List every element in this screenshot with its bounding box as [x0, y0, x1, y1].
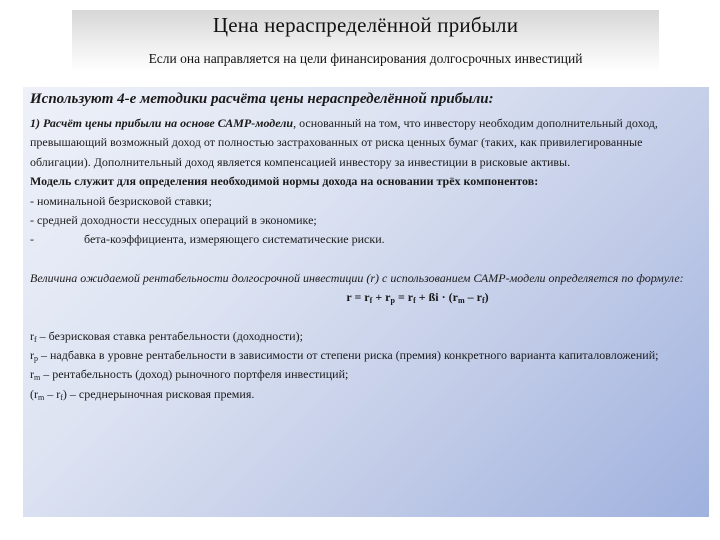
definition-subscript: m — [38, 392, 45, 402]
content-panel — [23, 87, 709, 517]
method1-lead: 1) Расчёт цены прибыли на основе САМР-модели — [30, 116, 294, 130]
page-title: Цена нераспределённой прибыли — [212, 13, 519, 37]
formula-intro: Величина ожидаемой рентабельности долгосрочной инвестиции (r) с использованием САМР-модели определяется по формуле: — [30, 270, 684, 285]
formula-part: = r — [394, 290, 414, 305]
definition-symbol: r — [30, 348, 34, 363]
definition-rm — [30, 365, 705, 384]
formula-part: r = r — [346, 290, 370, 305]
definition-symbol: (r — [30, 386, 38, 401]
definition-text: – безрисковая ставка рентабельности (доходности); — [36, 328, 303, 343]
content-body — [30, 89, 705, 404]
component-item: - номинальной безрисковой ставки; — [30, 193, 212, 208]
model-line: Модель служит для определения необходимой нормы дохода на основании трёх компонентов: — [30, 174, 539, 189]
definition-symbol: – r — [44, 386, 61, 401]
definition-symbol: r — [30, 367, 34, 382]
component-item: - средней доходности нессудных операций в экономике; — [30, 213, 317, 228]
definition-text: ) – среднерыночная рисковая премия. — [62, 386, 255, 401]
formula-part: ) — [484, 290, 489, 305]
formula-subscript: f — [413, 296, 416, 306]
spacer — [30, 308, 705, 327]
definition-subscript: f — [60, 392, 63, 402]
definition-subscript: m — [34, 373, 41, 383]
spacer — [30, 250, 705, 269]
formula-part: – r — [464, 290, 482, 305]
definition-subscript: p — [34, 354, 38, 364]
formula-part: + r — [372, 290, 391, 305]
component-text: бета-коэффициента, измеряющего систематические риски. — [84, 232, 385, 247]
title-banner — [72, 10, 659, 72]
definition-rp — [30, 346, 705, 365]
method1-paragraph — [30, 114, 705, 172]
section-heading: Используют 4-е методики расчёта цены нераспределённой прибыли: — [30, 91, 494, 107]
definition-premium — [30, 385, 705, 404]
definition-subscript: f — [34, 334, 37, 344]
method1-text: , основанный на том, что инвестору необходим дополнительный доход, превышающий возможный доход от полностью застрахованных от риска ценных бумаг (таких, как привилегированные облигации). Дополнительный доход является компенсацией инвестору за инвестиции в рисковые активы. — [30, 116, 658, 169]
capm-formula — [30, 288, 705, 307]
definition-symbol: r — [30, 328, 34, 343]
formula-part: + ßi · (r — [415, 290, 458, 305]
definition-rf — [30, 327, 705, 346]
component-dash: - — [30, 232, 34, 247]
formula-subscript: m — [457, 296, 465, 306]
formula-subscript: f — [481, 296, 485, 306]
formula-subscript: f — [369, 296, 373, 306]
page-subtitle: Если она направляется на цели финансирования долгосрочных инвестиций — [148, 51, 583, 66]
formula-subscript: p — [390, 296, 395, 306]
definition-text: – рентабельность (доход) рыночного портфеля инвестиций; — [40, 367, 349, 382]
definition-text: – надбавка в уровне рентабельности в зависимости от степени риска (премия) конкретного варианта капиталовложений; — [38, 348, 659, 363]
component-item — [30, 230, 705, 249]
